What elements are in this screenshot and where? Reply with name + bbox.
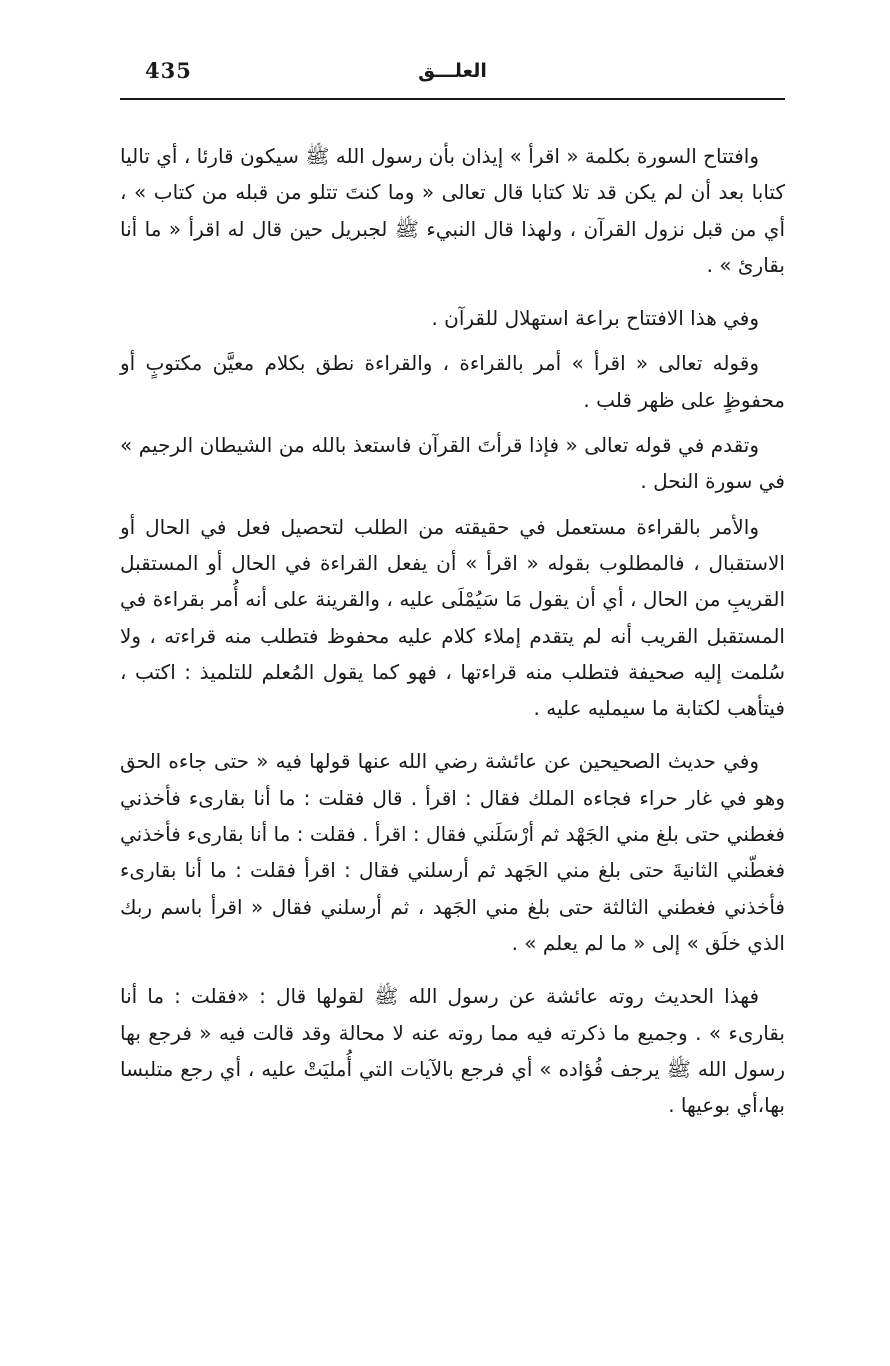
paragraph: فهذا الحديث روته عائشة عن رسول الله ﷺ لقولها قال : «فقلت : ما أنا بقارىء » . وجميع ما ذكرته فيه مما روته عنه لا محالة وقد قالت فيه « فرجع بها رسول الله ﷺ يرجف فُؤاده » أي فرجع بالآيات التي أُمليَتْ عليه ، أي رجع متلبسا بها،أي بوعيها . — [120, 984, 785, 1118]
running-title: العلـــق — [418, 60, 487, 82]
header-rule — [120, 98, 785, 100]
paragraph: وقوله تعالى « اقرأ » أمر بالقراءة ، والقراءة نطق بكلام معيَّن مكتوبٍ أو محفوظٍ على ظهر قلب . — [120, 351, 785, 412]
body-text — [120, 138, 785, 1140]
page-number: 435 — [145, 58, 192, 83]
paragraph: وفي هذا الافتتاح براعة استهلال للقرآن . — [431, 306, 759, 331]
paragraph: وافتتاح السورة بكلمة « اقرأ » إيذان بأن رسول الله ﷺ سيكون قارئا ، أي تاليا كتابا بعد أن لم يكن قد تلا كتابا قال تعالى « وما كنتَ تتلو من قبله من كتاب » ، أي من قبل نزول القرآن ، ولهذا قال النبيء ﷺ لجبريل حين قال له اقرأ « ما أنا بقارئ » . — [120, 144, 785, 277]
paragraph: والأمر بالقراءة مستعمل في حقيقته من الطلب لتحصيل فعل في الحال أو الاستقبال ، فالمطلوب بقوله « اقرأ » أن يفعل القراءة في الحال أو المستقبل القريبِ من الحال ، أي أن يقول مَا سَيُمْلَى عليه ، والقرينة على أنه أُمر بقراءة في المستقبل القريب أنه لم يتقدم إملاء كلام عليه محفوظ فتطلب منه قراءته ، ولا سُلمت إليه صحيفة فتطلب منه قراءتها ، فهو كما يقول المُعلم للتلميذ : اكتب ، فيتأهب لكتابة ما سيمليه عليه . — [120, 514, 785, 721]
paragraph: وتقدم في قوله تعالى « فإذا قرأتَ القرآن فاستعذ بالله من الشيطان الرجيم » في سورة النحل . — [120, 433, 785, 494]
page-header — [120, 58, 785, 94]
paragraph: وفي حديث الصحيحين عن عائشة رضي الله عنها قولها فيه « حتى جاءه الحق وهو في غار حراء فجاءه الملك فقال : اقرأ . قال فقلت : ما أنا بقارىء فأخذني فغطني حتى بلغ مني الجَهْد ثم أرْسَلَني فقال : اقرأ . فقلت : ما أنا بقارىء فأخذني فغطّني الثانيةَ حتى بلغ مني الجَهد ثم أرسلني فقال : اقرأ فقلت : ما أنا بقارىء فأخذني فغطني الثالثة حتى بلغ مني الجَهد ، ثم أرسلني فقال « اقرأ باسم ربك الذي خلَق » إلى « ما لم يعلم » . — [120, 749, 785, 955]
